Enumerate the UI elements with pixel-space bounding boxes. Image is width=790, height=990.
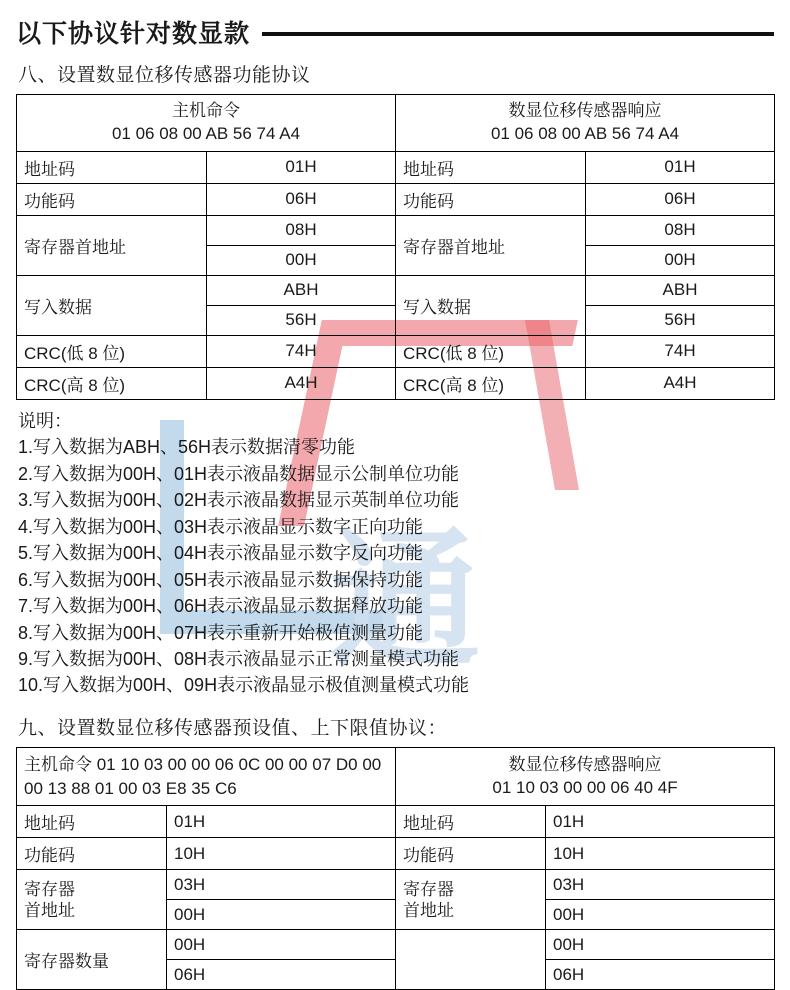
- row-label: 地址码: [17, 151, 207, 183]
- row-label: 寄存器首地址: [17, 215, 207, 275]
- host-command-line2: 07 D0 00 00 13 88 01 00 03 E8 35 C6: [24, 754, 382, 798]
- table-row: [17, 215, 775, 245]
- row-value: 00H: [207, 245, 396, 275]
- row-value: ABH: [207, 275, 396, 305]
- row-value: 01H: [586, 151, 775, 183]
- note-item: 4.写入数据为00H、03H表示液晶显示数字正向功能: [18, 516, 424, 537]
- host-command-hex: 01 06 08 00 AB 56 74 A4: [111, 123, 301, 143]
- row-value: 00H: [167, 900, 396, 930]
- row-value: 08H: [586, 215, 775, 245]
- row-label: CRC(低 8 位): [17, 335, 207, 367]
- section-8-title: 八、设置数显位移传感器功能协议: [18, 65, 311, 86]
- row-label: 写入数据: [17, 275, 207, 335]
- row-value: 00H: [586, 245, 775, 275]
- row-value: 00H: [546, 900, 775, 930]
- row-value: 00H: [546, 930, 775, 960]
- notes-block: [18, 408, 774, 699]
- row-value: 56H: [207, 305, 396, 335]
- row-label: 寄存器首地址: [396, 215, 586, 275]
- table-row: [17, 806, 775, 838]
- table-row: [17, 930, 775, 960]
- row-value: 06H: [586, 183, 775, 215]
- row-value: 06H: [167, 960, 396, 990]
- row-label: CRC(低 8 位): [396, 335, 586, 367]
- note-item: 3.写入数据为00H、02H表示液晶数据显示英制单位功能: [18, 490, 460, 511]
- table-header-row: [17, 747, 775, 806]
- row-label: [396, 930, 546, 990]
- row-label: 地址码: [17, 806, 167, 838]
- sensor-response-hex: 01 06 08 00 AB 56 74 A4: [490, 123, 680, 143]
- host-command-line1: 主机命令 01 10 03 00 00 06 0C 00 00: [24, 754, 308, 774]
- row-label: 寄存器 首地址: [396, 870, 546, 930]
- row-label: 功能码: [396, 838, 546, 870]
- row-value: 03H: [167, 870, 396, 900]
- page-title: 以下协议针对数显款: [16, 20, 251, 48]
- note-item: 6.写入数据为00H、05H表示液晶显示数据保持功能: [18, 569, 424, 590]
- note-item: 7.写入数据为00H、06H表示液晶显示数据释放功能: [18, 596, 424, 617]
- row-label: 功能码: [17, 183, 207, 215]
- header-cell-sensor-response: [396, 747, 775, 806]
- row-value: 00H: [167, 930, 396, 960]
- table-row: [17, 367, 775, 399]
- row-value: A4H: [586, 367, 775, 399]
- host-command-label: 主机命令: [172, 101, 240, 120]
- table-row: [17, 151, 775, 183]
- table-row: [17, 275, 775, 305]
- table-row: [17, 335, 775, 367]
- row-value: 01H: [167, 806, 396, 838]
- note-item: 8.写入数据为00H、07H表示重新开始极值测量功能: [18, 622, 424, 643]
- row-value: 08H: [207, 215, 396, 245]
- protocol-table-9: [16, 747, 775, 990]
- section-9-title: 九、设置数显位移传感器预设值、上下限值协议：: [18, 717, 448, 739]
- row-value: 03H: [546, 870, 775, 900]
- note-item: 9.写入数据为00H、08H表示液晶显示正常测量模式功能: [18, 648, 460, 669]
- header-cell-host-command: [17, 747, 396, 806]
- row-value: ABH: [586, 275, 775, 305]
- table-row: [17, 183, 775, 215]
- header-cell-host-command: [17, 95, 396, 152]
- protocol-table-8: [16, 94, 775, 400]
- row-label: 寄存器数量: [17, 930, 167, 990]
- sensor-response-label: 数显位移传感器响应: [508, 101, 662, 120]
- row-label: CRC(高 8 位): [17, 367, 207, 399]
- watermark-text: 通: [330, 515, 485, 689]
- header-cell-sensor-response: [396, 95, 775, 152]
- note-item: 2.写入数据为00H、01H表示液晶数据显示公制单位功能: [18, 463, 460, 484]
- table-row: [17, 838, 775, 870]
- row-value: 10H: [167, 838, 396, 870]
- table-header-row: [17, 95, 775, 152]
- sensor-response-label: 数显位移传感器响应: [508, 754, 662, 774]
- header-rule: [262, 32, 774, 36]
- row-value: 01H: [546, 806, 775, 838]
- row-value: 01H: [207, 151, 396, 183]
- document-header: [16, 14, 774, 50]
- notes-title: 说明：: [18, 410, 72, 431]
- note-item: 10.写入数据为00H、09H表示液晶显示极值测量模式功能: [18, 675, 470, 696]
- row-label: 地址码: [396, 806, 546, 838]
- row-label: 功能码: [396, 183, 586, 215]
- row-label: 地址码: [396, 151, 586, 183]
- sensor-response-hex: 01 10 03 00 00 06 40 4F: [492, 777, 678, 797]
- note-item: 1.写入数据为ABH、56H表示数据清零功能: [18, 437, 356, 458]
- row-label: 功能码: [17, 838, 167, 870]
- row-value: 74H: [207, 335, 396, 367]
- row-value: 74H: [586, 335, 775, 367]
- row-label: 写入数据: [396, 275, 586, 335]
- row-value: 56H: [586, 305, 775, 335]
- row-label: CRC(高 8 位): [396, 367, 586, 399]
- row-value: 10H: [546, 838, 775, 870]
- row-value: 06H: [546, 960, 775, 990]
- row-label: 寄存器 首地址: [17, 870, 167, 930]
- row-value: A4H: [207, 367, 396, 399]
- row-value: 06H: [207, 183, 396, 215]
- table-row: [17, 870, 775, 900]
- note-item: 5.写入数据为00H、04H表示液晶显示数字反向功能: [18, 543, 424, 564]
